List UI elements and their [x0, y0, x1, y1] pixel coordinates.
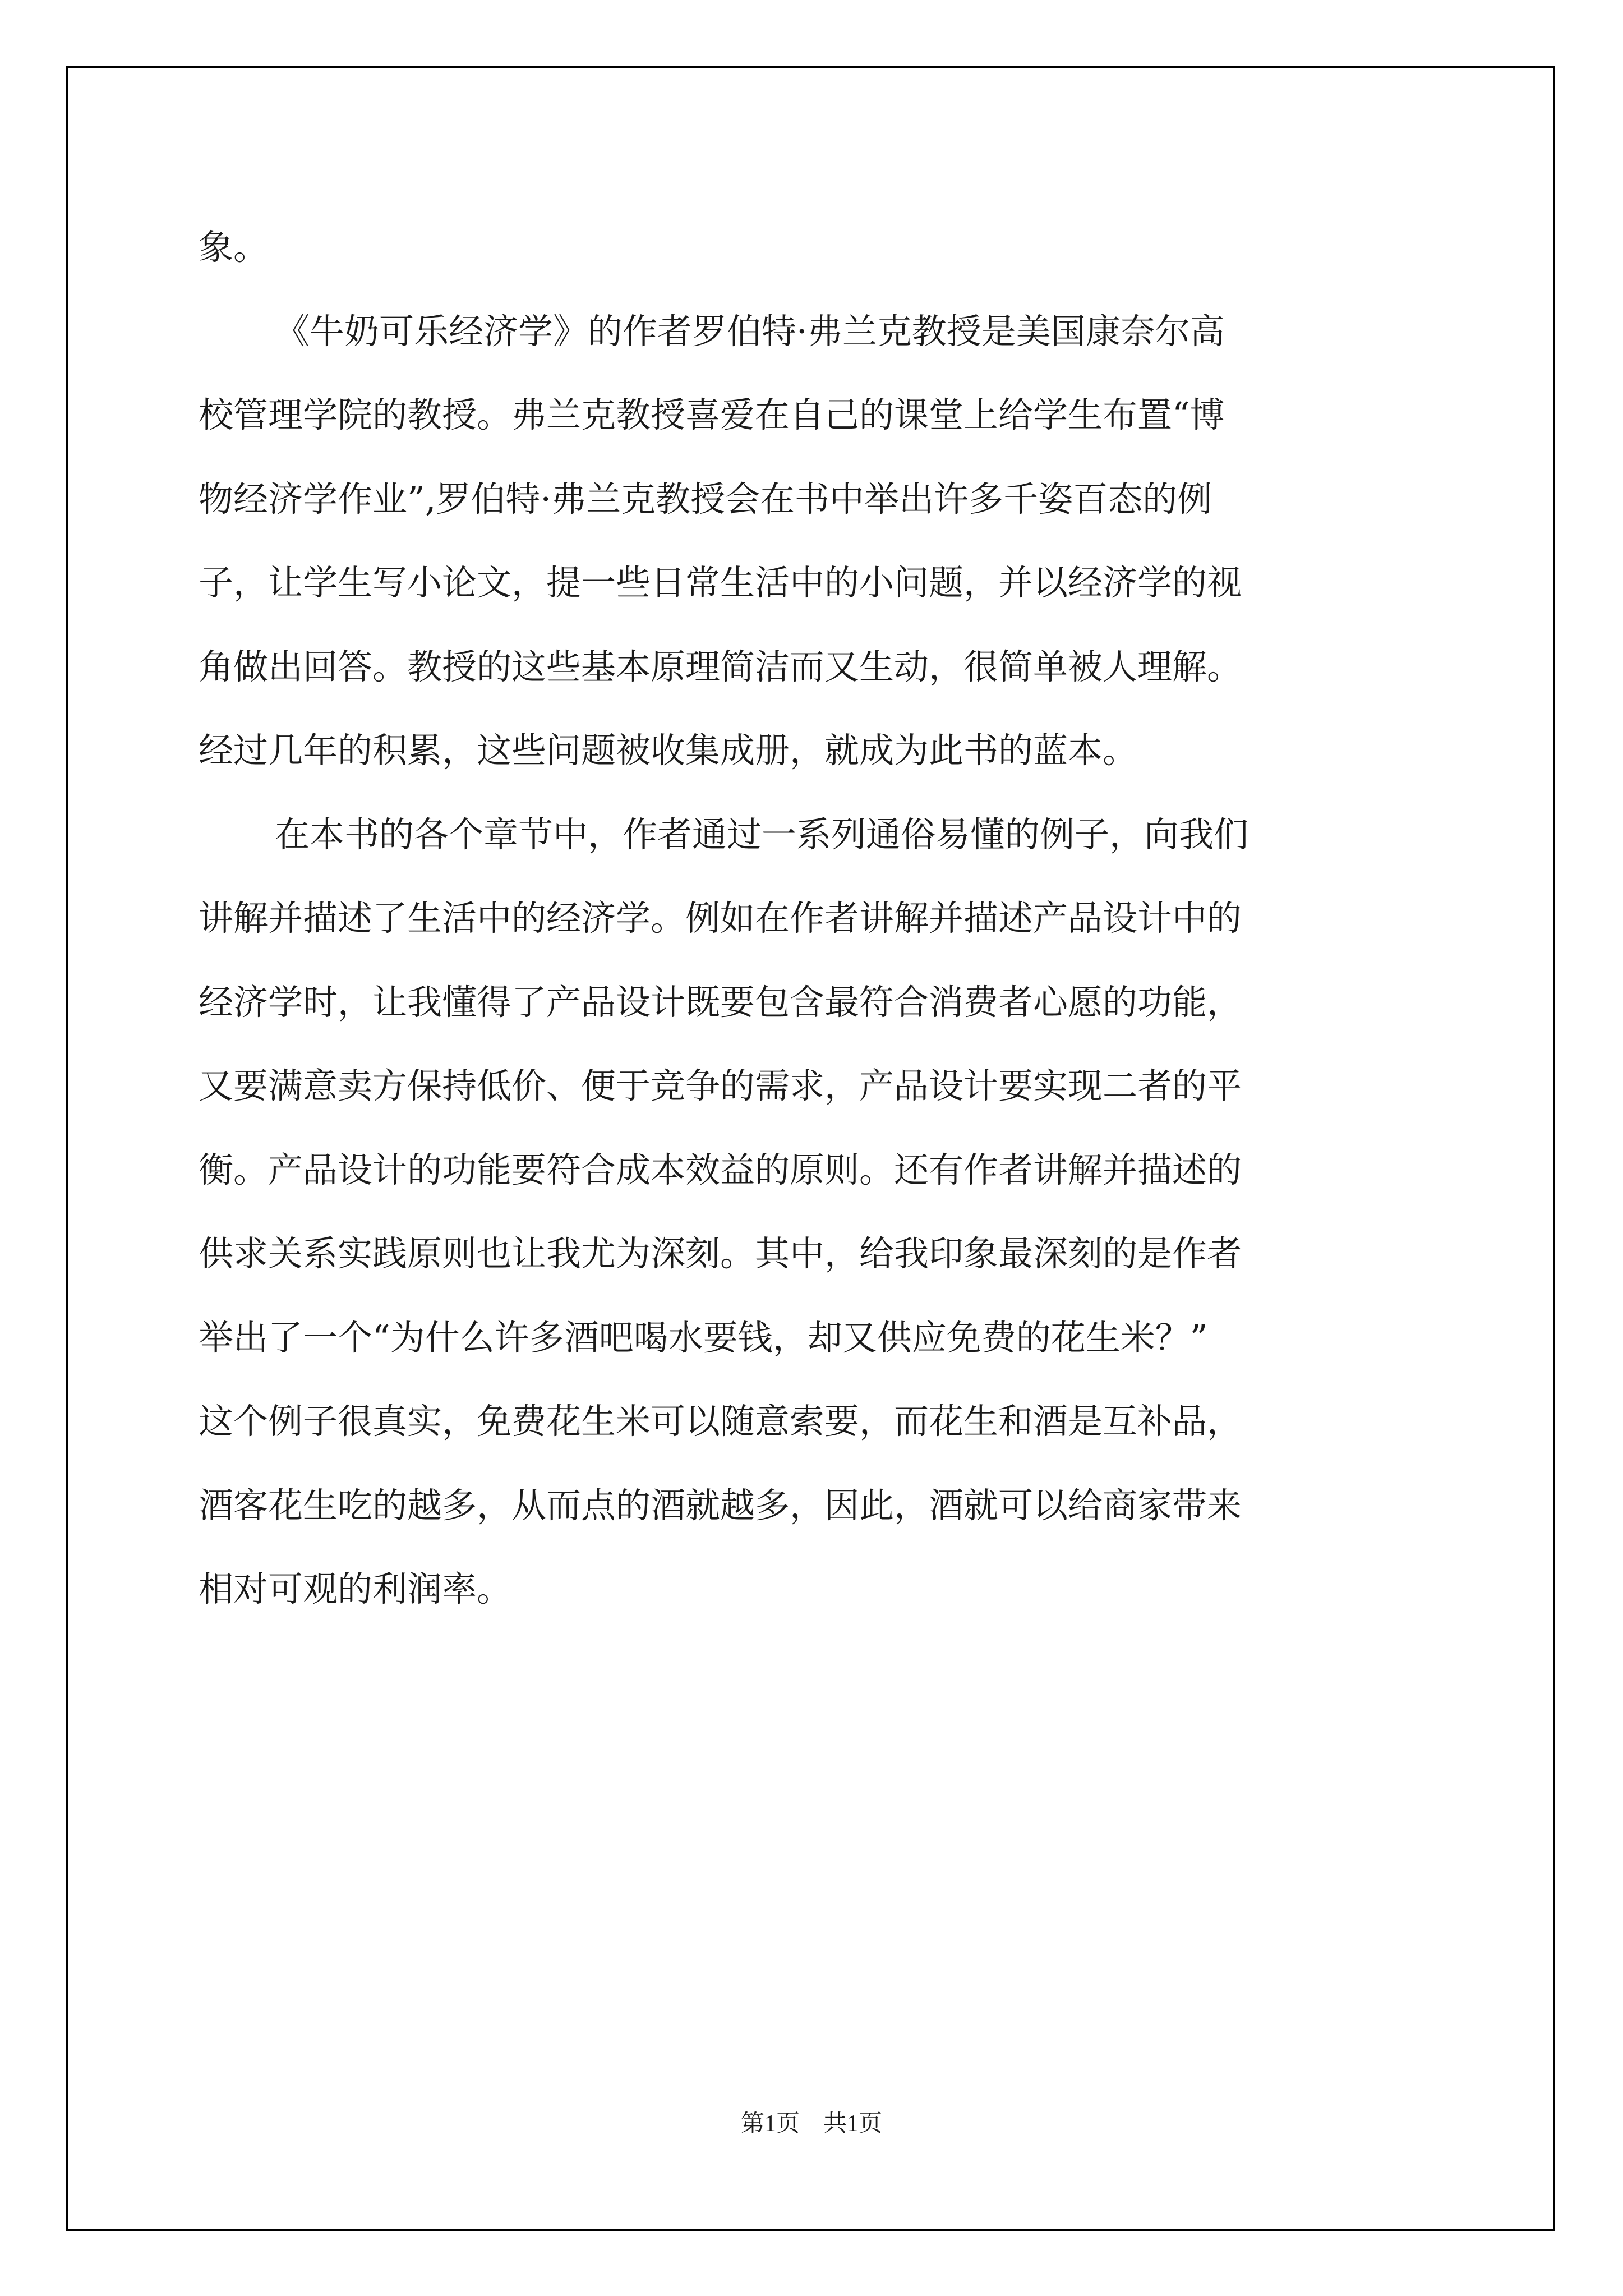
paragraph-line: 经济学时，让我懂得了产品设计既要包含最符合消费者心愿的功能，	[199, 982, 1242, 1023]
page-footer: 第1页 共1页	[740, 2111, 882, 2137]
paragraph-line: 酒客花生吃的越多，从而点的酒就越多，因此，酒就可以给商家带来	[199, 1485, 1242, 1526]
paragraph-line: 子，让学生写小论文，提一些日常生活中的小问题，并以经济学的视	[199, 562, 1242, 603]
paragraph-line: 衡。产品设计的功能要符合成本效益的原则。还有作者讲解并描述的	[199, 1149, 1242, 1190]
paragraph-line: 物经济学作业”,罗伯特·弗兰克教授会在书中举出许多千姿百态的例	[199, 478, 1212, 519]
paragraph-line: 这个例子很真实，免费花生米可以随意索要，而花生和酒是互补品，	[199, 1401, 1242, 1442]
paragraph-line: 举出了一个“为什么许多酒吧喝水要钱，却又供应免费的花生米？”	[199, 1317, 1208, 1358]
paragraph-line: 校管理学院的教授。弗兰克教授喜爱在自己的课堂上给学生布置“博	[199, 394, 1225, 435]
paragraph-line: 角做出回答。教授的这些基本原理简洁而又生动，很简单被人理解。	[199, 646, 1242, 687]
paragraph-line: 在本书的各个章节中，作者通过一系列通俗易懂的例子，向我们	[275, 814, 1249, 855]
paragraph-line: 讲解并描述了生活中的经济学。例如在作者讲解并描述产品设计中的	[199, 898, 1242, 938]
paragraph-line: 经过几年的积累，这些问题被收集成册，就成为此书的蓝本。	[199, 730, 1138, 771]
paragraph-line: 供求关系实践原则也让我尤为深刻。其中，给我印象最深刻的是作者	[199, 1233, 1242, 1274]
paragraph-line: 《牛奶可乐经济学》的作者罗伯特·弗兰克教授是美国康奈尔高	[275, 311, 1225, 352]
paragraph-line: 又要满意卖方保持低价、便于竞争的需求，产品设计要实现二者的平	[199, 1065, 1242, 1106]
paragraph-line: 象。	[199, 227, 269, 268]
paragraph-line: 相对可观的利润率。	[199, 1568, 512, 1609]
page-border	[66, 66, 1555, 2231]
